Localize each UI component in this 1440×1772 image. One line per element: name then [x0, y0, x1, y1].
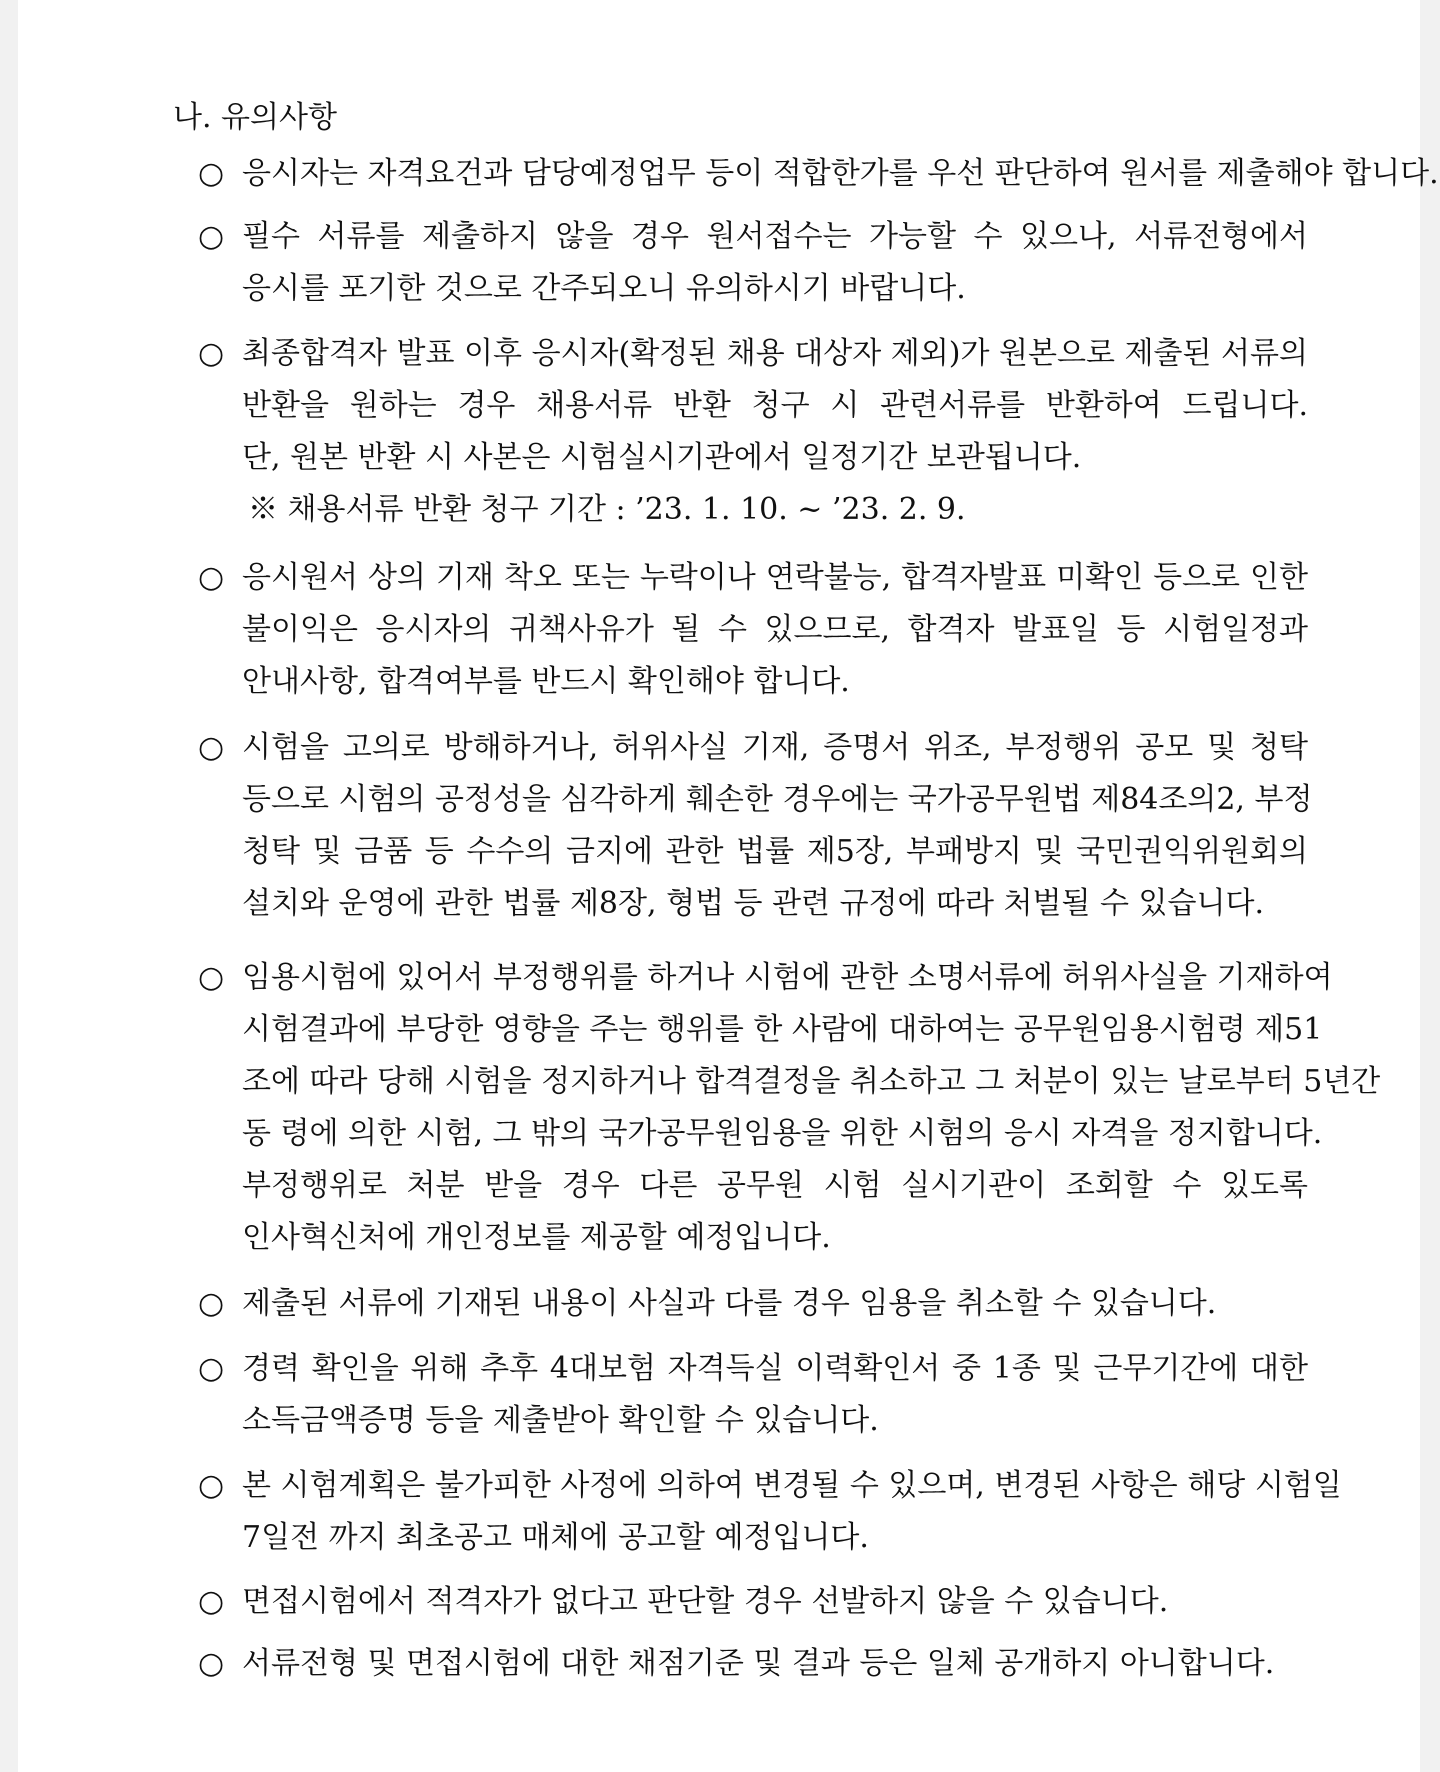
notice-item	[198, 552, 1308, 708]
notice-line: 응시자는 자격요건과 담당예정업무 등이 적합한가를 우선 판단하여 원서를 제출해야 합니다.	[242, 156, 1439, 191]
notice-line: 응시원서 상의 기재 착오 또는 누락이나 연락불능, 합격자발표 미확인 등으로 인한	[242, 560, 1308, 595]
bullet-circle-icon: ○	[198, 1646, 225, 1681]
notice-line: 단, 원본 반환 시 사본은 시험실시기관에서 일정기간 보관됩니다.	[242, 440, 1082, 475]
notice-line: 설치와 운영에 관한 법률 제8장, 형법 등 관련 규정에 따라 처벌될 수 있습니다.	[242, 886, 1264, 921]
notice-line: 응시를 포기한 것으로 간주되오니 유의하시기 바랍니다.	[242, 271, 966, 306]
document-page	[18, 0, 1439, 1772]
bullet-circle-icon: ○	[198, 1286, 225, 1321]
notice-item	[198, 952, 1381, 1264]
notice-line: 필수 서류를 제출하지 않을 경우 원서접수는 가능할 수 있으나, 서류전형에서	[242, 219, 1308, 254]
bullet-circle-icon: ○	[198, 1351, 225, 1386]
notice-line: 인사혁신처에 개인정보를 제공할 예정입니다.	[242, 1220, 831, 1255]
notice-line: 소득금액증명 등을 제출받아 확인할 수 있습니다.	[242, 1403, 879, 1438]
notice-line: 부정행위로 처분 받을 경우 다른 공무원 시험 실시기관이 조회할 수 있도록	[242, 1168, 1308, 1203]
bullet-circle-icon: ○	[198, 960, 225, 995]
notice-line: 시험을 고의로 방해하거나, 허위사실 기재, 증명서 위조, 부정행위 공모 및 청탁	[242, 730, 1308, 765]
bullet-circle-icon: ○	[198, 560, 225, 595]
notice-line: 반환을 원하는 경우 채용서류 반환 청구 시 관련서류를 반환하여 드립니다.	[242, 388, 1308, 423]
notice-item	[198, 1278, 1308, 1330]
notice-line: 청탁 및 금품 등 수수의 금지에 관한 법률 제5장, 부패방지 및 국민권익위원회의	[242, 834, 1308, 869]
notice-line: 최종합격자 발표 이후 응시자(확정된 채용 대상자 제외)가 원본으로 제출된 서류의	[242, 336, 1308, 371]
bullet-circle-icon: ○	[198, 1584, 225, 1619]
notice-line: 조에 따라 당해 시험을 정지하거나 합격결정을 취소하고 그 처분이 있는 날로부터 5년간	[242, 1064, 1381, 1099]
notice-line: 제출된 서류에 기재된 내용이 사실과 다를 경우 임용을 취소할 수 있습니다.	[242, 1286, 1217, 1321]
notice-line: 안내사항, 합격여부를 반드시 확인해야 합니다.	[242, 664, 850, 699]
notice-item	[198, 722, 1313, 930]
section-heading: 나. 유의사항	[173, 100, 337, 135]
bullet-circle-icon: ○	[198, 219, 225, 254]
notice-item	[198, 1576, 1308, 1628]
notice-item	[198, 148, 1439, 200]
notice-line: 등으로 시험의 공정성을 심각하게 훼손한 경우에는 국가공무원법 제84조의2, 부정	[242, 782, 1313, 817]
notice-item	[198, 328, 1308, 536]
notice-line: 임용시험에 있어서 부정행위를 하거나 시험에 관한 소명서류에 허위사실을 기재하여	[242, 960, 1333, 995]
notice-line: 시험결과에 부당한 영향을 주는 행위를 한 사람에 대하여는 공무원임용시험령 제51	[242, 1012, 1323, 1047]
notice-item	[198, 1343, 1308, 1447]
notice-line: 동 령에 의한 시험, 그 밖의 국가공무원임용을 위한 시험의 응시 자격을 정지합니다.	[242, 1116, 1323, 1151]
notice-note: ※ 채용서류 반환 청구 기간 : ’23. 1. 10. ~ ’23. 2. 9.	[248, 492, 966, 527]
notice-item	[198, 1638, 1308, 1690]
notice-line: 서류전형 및 면접시험에 대한 채점기준 및 결과 등은 일체 공개하지 아니합니다.	[242, 1646, 1275, 1681]
notice-item	[198, 211, 1308, 315]
notice-line: 7일전 까지 최초공고 매체에 공고할 예정입니다.	[242, 1520, 869, 1555]
notice-line: 면접시험에서 적격자가 없다고 판단할 경우 선발하지 않을 수 있습니다.	[242, 1584, 1169, 1619]
notice-line: 경력 확인을 위해 추후 4대보험 자격득실 이력확인서 중 1종 및 근무기간에 대한	[242, 1351, 1308, 1386]
bullet-circle-icon: ○	[198, 336, 225, 371]
bullet-circle-icon: ○	[198, 1468, 225, 1503]
notice-line: 본 시험계획은 불가피한 사정에 의하여 변경될 수 있으며, 변경된 사항은 해당 시험일	[242, 1468, 1342, 1503]
notice-item	[198, 1460, 1342, 1564]
notice-line: 불이익은 응시자의 귀책사유가 될 수 있으므로, 합격자 발표일 등 시험일정과	[242, 612, 1308, 647]
bullet-circle-icon: ○	[198, 730, 225, 765]
bullet-circle-icon: ○	[198, 156, 225, 191]
